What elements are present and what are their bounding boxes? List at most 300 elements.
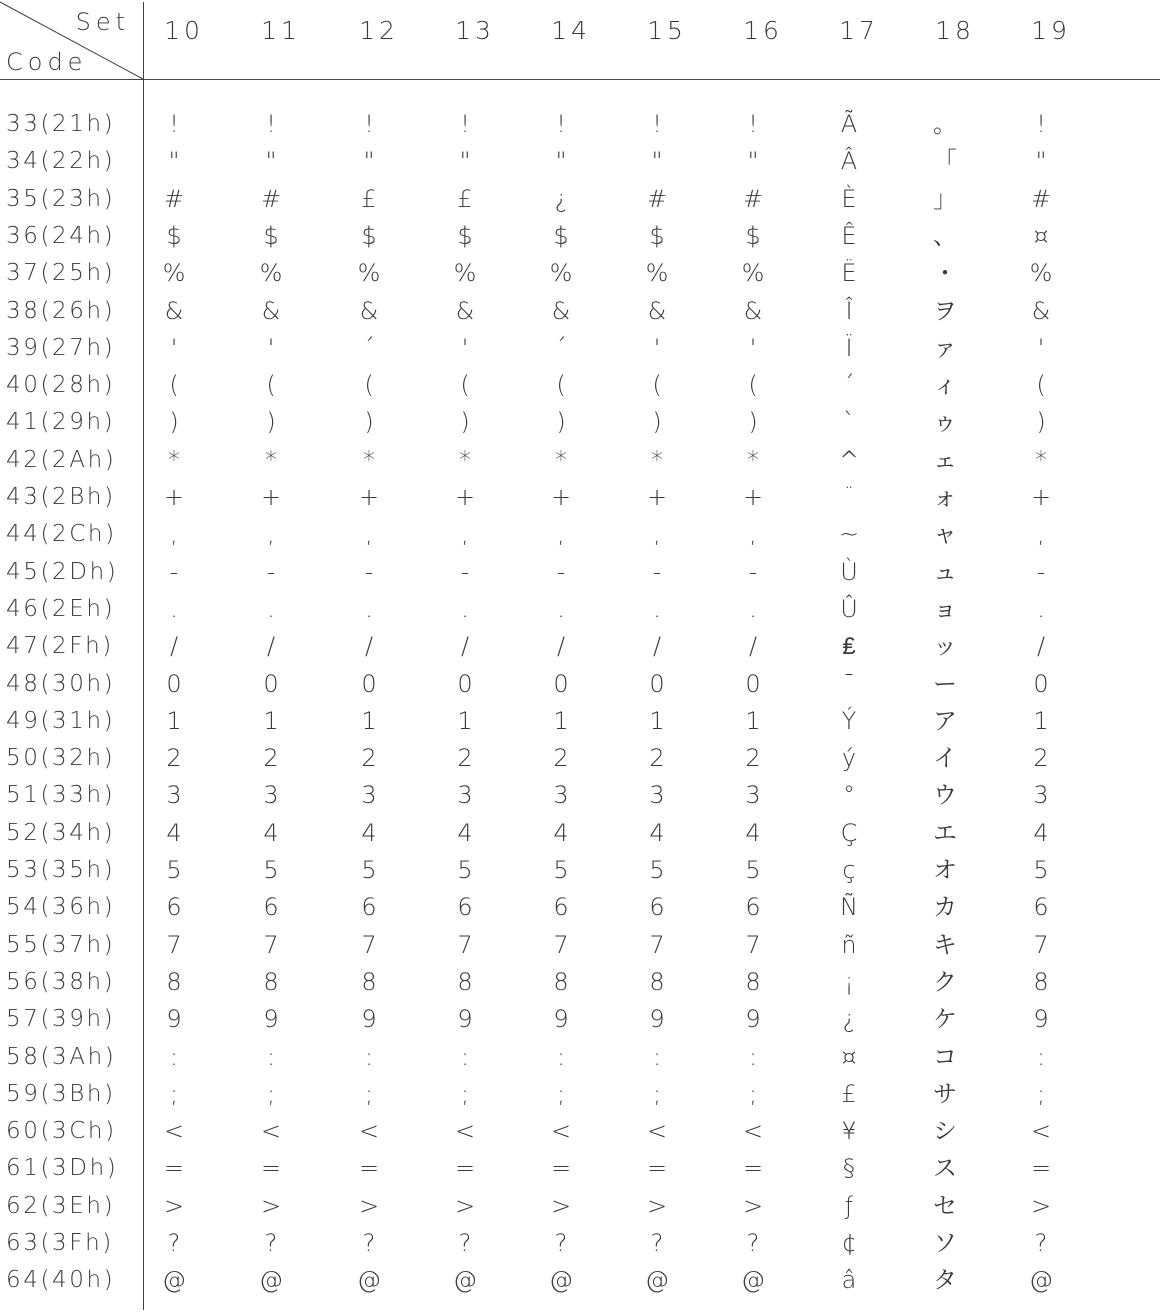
char-cell: + bbox=[550, 483, 572, 511]
set-number-header: 11 bbox=[261, 16, 301, 45]
char-cell: ! bbox=[169, 110, 179, 138]
char-cell: > bbox=[358, 1191, 380, 1220]
char-cell: 2 bbox=[263, 744, 279, 773]
char-cell: ォ bbox=[933, 483, 957, 511]
char-cell: , bbox=[1037, 520, 1045, 549]
char-cell: ) bbox=[1036, 408, 1046, 437]
code-label: 38(26h) bbox=[6, 297, 116, 324]
char-cell: # bbox=[646, 184, 668, 213]
char-cell: + bbox=[454, 483, 476, 511]
char-cell: ( bbox=[364, 371, 374, 400]
char-cell: È bbox=[841, 184, 857, 213]
char-cell: . bbox=[653, 594, 661, 623]
char-cell: ´ bbox=[363, 333, 375, 362]
char-cell: * bbox=[265, 445, 277, 474]
char-cell: 3 bbox=[361, 781, 377, 810]
char-cell: ( bbox=[1036, 371, 1046, 400]
char-cell: - bbox=[460, 557, 470, 586]
char-cell: ? bbox=[458, 1229, 472, 1257]
char-cell: キ bbox=[933, 930, 957, 959]
char-cell: タ bbox=[933, 1266, 957, 1295]
code-label: 51(33h) bbox=[6, 782, 116, 809]
char-cell: ¡ bbox=[844, 967, 854, 996]
char-cell: 0 bbox=[457, 669, 473, 698]
char-cell: 4 bbox=[457, 818, 473, 847]
char-cell: ク bbox=[933, 967, 957, 996]
char-cell: = bbox=[646, 1154, 668, 1183]
char-cell: # bbox=[260, 184, 282, 213]
char-cell: ! bbox=[364, 110, 374, 138]
char-cell: 0 bbox=[263, 669, 279, 698]
char-cell: @ bbox=[357, 1266, 381, 1295]
char-cell: : bbox=[1036, 1042, 1046, 1071]
char-cell: 2 bbox=[361, 744, 377, 773]
char-cell: > bbox=[260, 1191, 282, 1220]
code-label: 56(38h) bbox=[6, 968, 116, 995]
char-cell: , bbox=[461, 520, 469, 549]
char-cell: 3 bbox=[649, 781, 665, 810]
char-cell: 5 bbox=[166, 856, 182, 884]
set-number-header: 16 bbox=[743, 16, 783, 45]
char-cell: > bbox=[646, 1191, 668, 1220]
char-cell: ¤ bbox=[841, 1042, 857, 1071]
code-label: 57(39h) bbox=[6, 1006, 116, 1033]
char-cell: @ bbox=[259, 1266, 283, 1295]
char-cell: & bbox=[455, 296, 475, 325]
char-cell: ー bbox=[933, 669, 957, 698]
char-cell: & bbox=[164, 296, 184, 325]
char-cell: ý bbox=[841, 744, 857, 773]
char-cell: 8 bbox=[745, 967, 761, 996]
char-cell: コ bbox=[933, 1042, 957, 1071]
char-cell: 8 bbox=[263, 967, 279, 996]
char-cell: ( bbox=[266, 371, 276, 400]
char-cell: Ã bbox=[840, 110, 858, 138]
char-cell: 1 bbox=[361, 706, 377, 735]
char-cell: Ý bbox=[841, 706, 857, 735]
char-cell: 7 bbox=[1033, 930, 1049, 959]
char-cell: 1 bbox=[263, 706, 279, 735]
char-cell: 3 bbox=[745, 781, 761, 810]
char-cell: ¢ bbox=[841, 1229, 857, 1257]
set-number-header: 12 bbox=[359, 16, 399, 45]
char-cell: % bbox=[259, 259, 283, 288]
char-cell: * bbox=[555, 445, 567, 474]
char-cell: ; bbox=[1036, 1079, 1046, 1108]
char-cell: " bbox=[747, 147, 759, 176]
char-cell: @ bbox=[741, 1266, 765, 1295]
set-header-label: Set bbox=[75, 8, 130, 36]
char-cell: ウ bbox=[933, 781, 957, 810]
char-cell: 8 bbox=[457, 967, 473, 996]
char-cell: : bbox=[748, 1042, 758, 1071]
char-cell: - bbox=[169, 557, 179, 586]
char-cell: 7 bbox=[745, 930, 761, 959]
char-cell: 2 bbox=[745, 744, 761, 773]
char-cell: & bbox=[359, 296, 379, 325]
code-label: 52(34h) bbox=[6, 819, 116, 846]
char-cell: . bbox=[170, 594, 178, 623]
code-label: 54(36h) bbox=[6, 894, 116, 921]
char-cell: 4 bbox=[166, 818, 182, 847]
char-cell: オ bbox=[933, 856, 957, 884]
char-cell: ス bbox=[933, 1154, 957, 1183]
char-cell: $ bbox=[457, 221, 473, 250]
char-cell: 2 bbox=[649, 744, 665, 773]
char-cell: 6 bbox=[166, 893, 182, 922]
set-number-header: 13 bbox=[455, 16, 495, 45]
char-cell: 1 bbox=[457, 706, 473, 735]
char-cell: & bbox=[1031, 296, 1051, 325]
char-cell: ; bbox=[460, 1079, 470, 1108]
char-cell: < bbox=[358, 1117, 380, 1146]
char-cell: = bbox=[163, 1154, 185, 1183]
code-label: 46(2Eh) bbox=[6, 595, 116, 622]
char-cell: ; bbox=[364, 1079, 374, 1108]
char-cell: ç bbox=[842, 856, 856, 884]
char-cell: 9 bbox=[553, 1005, 569, 1034]
char-cell: 5 bbox=[361, 856, 377, 884]
char-cell: 7 bbox=[457, 930, 473, 959]
char-cell: 0 bbox=[553, 669, 569, 698]
code-label: 50(32h) bbox=[6, 745, 116, 772]
char-cell: @ bbox=[1029, 1266, 1053, 1295]
char-cell: 4 bbox=[745, 818, 761, 847]
char-cell: 9 bbox=[1033, 1005, 1049, 1034]
char-cell: ! bbox=[556, 110, 566, 138]
char-cell: Ù bbox=[840, 557, 858, 586]
char-cell: = bbox=[260, 1154, 282, 1183]
char-cell: * bbox=[168, 445, 180, 474]
char-cell: 1 bbox=[1033, 706, 1049, 735]
char-cell: ェ bbox=[933, 445, 957, 474]
char-cell: 6 bbox=[649, 893, 665, 922]
char-cell: ' bbox=[653, 333, 661, 362]
char-cell: ' bbox=[749, 333, 757, 362]
char-cell: 0 bbox=[361, 669, 377, 698]
char-cell: 0 bbox=[1033, 669, 1049, 698]
char-cell: シ bbox=[933, 1117, 957, 1146]
char-cell: : bbox=[652, 1042, 662, 1071]
char-cell: £ bbox=[361, 184, 377, 213]
code-label: 61(3Dh) bbox=[6, 1155, 119, 1182]
code-label: 63(3Fh) bbox=[6, 1230, 114, 1256]
char-cell: 8 bbox=[166, 967, 182, 996]
char-cell: - bbox=[556, 557, 566, 586]
char-cell: ) bbox=[556, 408, 566, 437]
char-cell: . bbox=[267, 594, 275, 623]
char-cell: % bbox=[162, 259, 186, 288]
char-cell: ; bbox=[748, 1079, 758, 1108]
char-cell: Ñ bbox=[840, 893, 858, 922]
char-cell: ` bbox=[843, 408, 855, 437]
char-cell: , bbox=[653, 520, 661, 549]
char-cell: ア bbox=[933, 706, 957, 735]
char-cell: $ bbox=[263, 221, 279, 250]
char-cell: 0 bbox=[745, 669, 761, 698]
char-cell: 2 bbox=[166, 744, 182, 773]
char-cell: 7 bbox=[361, 930, 377, 959]
char-cell: 8 bbox=[1033, 967, 1049, 996]
char-cell: # bbox=[742, 184, 764, 213]
char-cell: ) bbox=[748, 408, 758, 437]
char-cell: 5 bbox=[745, 856, 761, 884]
char-cell: = bbox=[742, 1154, 764, 1183]
char-cell: ´ bbox=[555, 333, 567, 362]
char-cell: ' bbox=[170, 333, 178, 362]
char-cell: ) bbox=[652, 408, 662, 437]
char-cell: + bbox=[1030, 483, 1052, 511]
set-number-header: 15 bbox=[647, 16, 687, 45]
code-label: 40(28h) bbox=[6, 372, 116, 399]
char-cell: ; bbox=[556, 1079, 566, 1108]
char-cell: 5 bbox=[553, 856, 569, 884]
set-number-header: 10 bbox=[164, 16, 204, 45]
char-cell: ァ bbox=[933, 333, 957, 362]
char-cell: ) bbox=[364, 408, 374, 437]
char-cell: = bbox=[358, 1154, 380, 1183]
char-cell: % bbox=[453, 259, 477, 288]
char-cell: . bbox=[365, 594, 373, 623]
char-cell: セ bbox=[933, 1191, 957, 1220]
char-cell: - bbox=[364, 557, 374, 586]
char-cell: ' bbox=[1037, 333, 1045, 362]
char-cell: ¨ bbox=[843, 483, 855, 511]
char-cell: ? bbox=[264, 1229, 278, 1257]
char-cell: . bbox=[557, 594, 565, 623]
char-cell: - bbox=[266, 557, 276, 586]
char-cell: イ bbox=[933, 744, 957, 773]
char-cell: 5 bbox=[263, 856, 279, 884]
char-cell: @ bbox=[645, 1266, 669, 1295]
char-cell: ' bbox=[267, 333, 275, 362]
char-cell: 3 bbox=[1033, 781, 1049, 810]
char-cell: : bbox=[556, 1042, 566, 1071]
char-cell: ! bbox=[266, 110, 276, 138]
char-cell: < bbox=[260, 1117, 282, 1146]
char-cell: 、 bbox=[933, 221, 957, 250]
char-cell: / bbox=[1036, 632, 1046, 661]
char-cell: ) bbox=[460, 408, 470, 437]
char-cell: 6 bbox=[745, 893, 761, 922]
char-cell: ! bbox=[460, 110, 470, 138]
char-cell: ! bbox=[1036, 110, 1046, 138]
char-cell: $ bbox=[361, 221, 377, 250]
char-cell: 3 bbox=[457, 781, 473, 810]
char-cell: = bbox=[454, 1154, 476, 1183]
char-cell: ° bbox=[843, 781, 855, 810]
char-cell: ! bbox=[748, 110, 758, 138]
char-cell: 1 bbox=[553, 706, 569, 735]
char-cell: + bbox=[260, 483, 282, 511]
char-cell: & bbox=[743, 296, 763, 325]
char-cell: 4 bbox=[361, 818, 377, 847]
char-cell: 9 bbox=[457, 1005, 473, 1034]
char-cell: エ bbox=[933, 818, 957, 847]
char-cell: 5 bbox=[649, 856, 665, 884]
char-cell: 5 bbox=[457, 856, 473, 884]
char-cell: $ bbox=[553, 221, 569, 250]
set-number-header: 14 bbox=[551, 16, 591, 45]
char-cell: - bbox=[652, 557, 662, 586]
char-cell: : bbox=[364, 1042, 374, 1071]
char-cell: % bbox=[645, 259, 669, 288]
code-label: 64(40h) bbox=[6, 1267, 116, 1294]
char-cell: ¿ bbox=[554, 184, 568, 213]
char-cell: ソ bbox=[933, 1229, 957, 1257]
char-cell: カ bbox=[933, 893, 957, 922]
char-cell: " bbox=[363, 147, 375, 176]
char-cell: " bbox=[265, 147, 277, 176]
set-number-header: 18 bbox=[935, 16, 975, 45]
char-cell: 9 bbox=[649, 1005, 665, 1034]
char-cell: / bbox=[169, 632, 179, 661]
char-cell: % bbox=[357, 259, 381, 288]
code-label: 59(3Bh) bbox=[6, 1080, 116, 1107]
char-cell: / bbox=[556, 632, 566, 661]
code-label: 60(3Ch) bbox=[6, 1118, 117, 1145]
code-label: 43(2Bh) bbox=[6, 484, 116, 510]
code-label: 39(27h) bbox=[6, 334, 116, 361]
char-cell: 1 bbox=[166, 706, 182, 735]
char-cell: . bbox=[1037, 594, 1045, 623]
char-cell: ャ bbox=[933, 520, 957, 549]
char-cell: ) bbox=[266, 408, 276, 437]
char-cell: > bbox=[1030, 1191, 1052, 1220]
char-cell: Ï bbox=[845, 333, 853, 362]
char-cell: 「 bbox=[933, 147, 957, 176]
code-label: 48(30h) bbox=[6, 670, 116, 697]
char-cell: : bbox=[266, 1042, 276, 1071]
char-cell: , bbox=[557, 520, 565, 549]
char-cell: ケ bbox=[933, 1005, 957, 1034]
char-cell: ¿ bbox=[842, 1005, 856, 1034]
char-cell: : bbox=[169, 1042, 179, 1071]
char-cell: Î bbox=[845, 296, 853, 325]
char-cell: ( bbox=[652, 371, 662, 400]
char-cell: < bbox=[742, 1117, 764, 1146]
char-cell: * bbox=[1035, 445, 1047, 474]
char-cell: £ bbox=[457, 184, 473, 213]
char-cell: " bbox=[555, 147, 567, 176]
char-cell: 4 bbox=[263, 818, 279, 847]
char-cell: + bbox=[742, 483, 764, 511]
set-number-header: 19 bbox=[1031, 16, 1071, 45]
char-cell: Ë bbox=[841, 259, 857, 288]
char-cell: , bbox=[365, 520, 373, 549]
char-cell: + bbox=[646, 483, 668, 511]
char-cell: 6 bbox=[361, 893, 377, 922]
char-cell: # bbox=[163, 184, 185, 213]
char-cell: > bbox=[454, 1191, 476, 1220]
char-cell: ' bbox=[461, 333, 469, 362]
char-cell: 8 bbox=[361, 967, 377, 996]
char-cell: 4 bbox=[1033, 818, 1049, 847]
char-cell: # bbox=[1030, 184, 1052, 213]
char-cell: ƒ bbox=[844, 1191, 854, 1220]
char-cell: ヲ bbox=[933, 296, 957, 325]
char-cell: 9 bbox=[263, 1005, 279, 1034]
char-cell: サ bbox=[933, 1079, 957, 1108]
char-cell: = bbox=[550, 1154, 572, 1183]
char-cell: ´ bbox=[843, 371, 855, 400]
char-cell: " bbox=[168, 147, 180, 176]
set-number-header: 17 bbox=[839, 16, 879, 45]
char-cell: ゥ bbox=[933, 408, 957, 437]
char-cell: - bbox=[748, 557, 758, 586]
char-cell: @ bbox=[162, 1266, 186, 1295]
char-cell: > bbox=[742, 1191, 764, 1220]
char-cell: ・ bbox=[933, 259, 957, 288]
char-cell: 3 bbox=[553, 781, 569, 810]
char-cell: 9 bbox=[361, 1005, 377, 1034]
char-cell: ? bbox=[650, 1229, 664, 1257]
char-cell: Ç bbox=[840, 818, 858, 847]
code-label: 35(23h) bbox=[6, 185, 116, 212]
char-cell: " bbox=[459, 147, 471, 176]
char-cell: % bbox=[741, 259, 765, 288]
char-cell: + bbox=[163, 483, 185, 511]
char-cell: , bbox=[267, 520, 275, 549]
char-cell: * bbox=[651, 445, 663, 474]
char-cell: " bbox=[1035, 147, 1047, 176]
char-cell: 9 bbox=[745, 1005, 761, 1034]
char-cell: ョ bbox=[933, 594, 957, 623]
char-cell: 6 bbox=[1033, 893, 1049, 922]
char-cell: & bbox=[551, 296, 571, 325]
char-cell: ? bbox=[1034, 1229, 1048, 1257]
char-cell: * bbox=[459, 445, 471, 474]
char-cell: $ bbox=[745, 221, 761, 250]
char-cell: 4 bbox=[553, 818, 569, 847]
char-cell: 6 bbox=[457, 893, 473, 922]
char-cell: , bbox=[749, 520, 757, 549]
char-cell: £ bbox=[841, 1079, 857, 1108]
char-cell: ₤ bbox=[842, 632, 856, 661]
char-cell: ッ bbox=[933, 632, 957, 661]
char-cell: ( bbox=[556, 371, 566, 400]
char-cell: ¯ bbox=[843, 669, 855, 698]
char-cell: ¥ bbox=[841, 1117, 857, 1146]
char-cell: 0 bbox=[166, 669, 182, 698]
char-cell: * bbox=[747, 445, 759, 474]
code-label: 41(29h) bbox=[6, 409, 116, 436]
char-cell: 0 bbox=[649, 669, 665, 698]
char-cell: < bbox=[550, 1117, 572, 1146]
char-cell: / bbox=[652, 632, 662, 661]
char-cell: 2 bbox=[1033, 744, 1049, 773]
code-label: 58(3Ah) bbox=[6, 1043, 117, 1070]
char-cell: ? bbox=[362, 1229, 376, 1257]
char-cell: / bbox=[748, 632, 758, 661]
char-cell: ( bbox=[748, 371, 758, 400]
code-label: 44(2Ch) bbox=[6, 521, 117, 548]
char-cell: ; bbox=[266, 1079, 276, 1108]
char-cell: ? bbox=[746, 1229, 760, 1257]
char-cell: % bbox=[1029, 259, 1053, 288]
char-cell: 。 bbox=[933, 110, 957, 138]
code-label: 45(2Dh) bbox=[6, 558, 119, 585]
char-cell: 7 bbox=[263, 930, 279, 959]
char-cell: 8 bbox=[649, 967, 665, 996]
code-label: 62(3Eh) bbox=[6, 1192, 116, 1219]
char-cell: 8 bbox=[553, 967, 569, 996]
char-cell: / bbox=[364, 632, 374, 661]
char-cell: 1 bbox=[649, 706, 665, 735]
char-cell: / bbox=[266, 632, 276, 661]
char-cell: ! bbox=[652, 110, 662, 138]
char-cell: ¤ bbox=[1033, 221, 1049, 250]
